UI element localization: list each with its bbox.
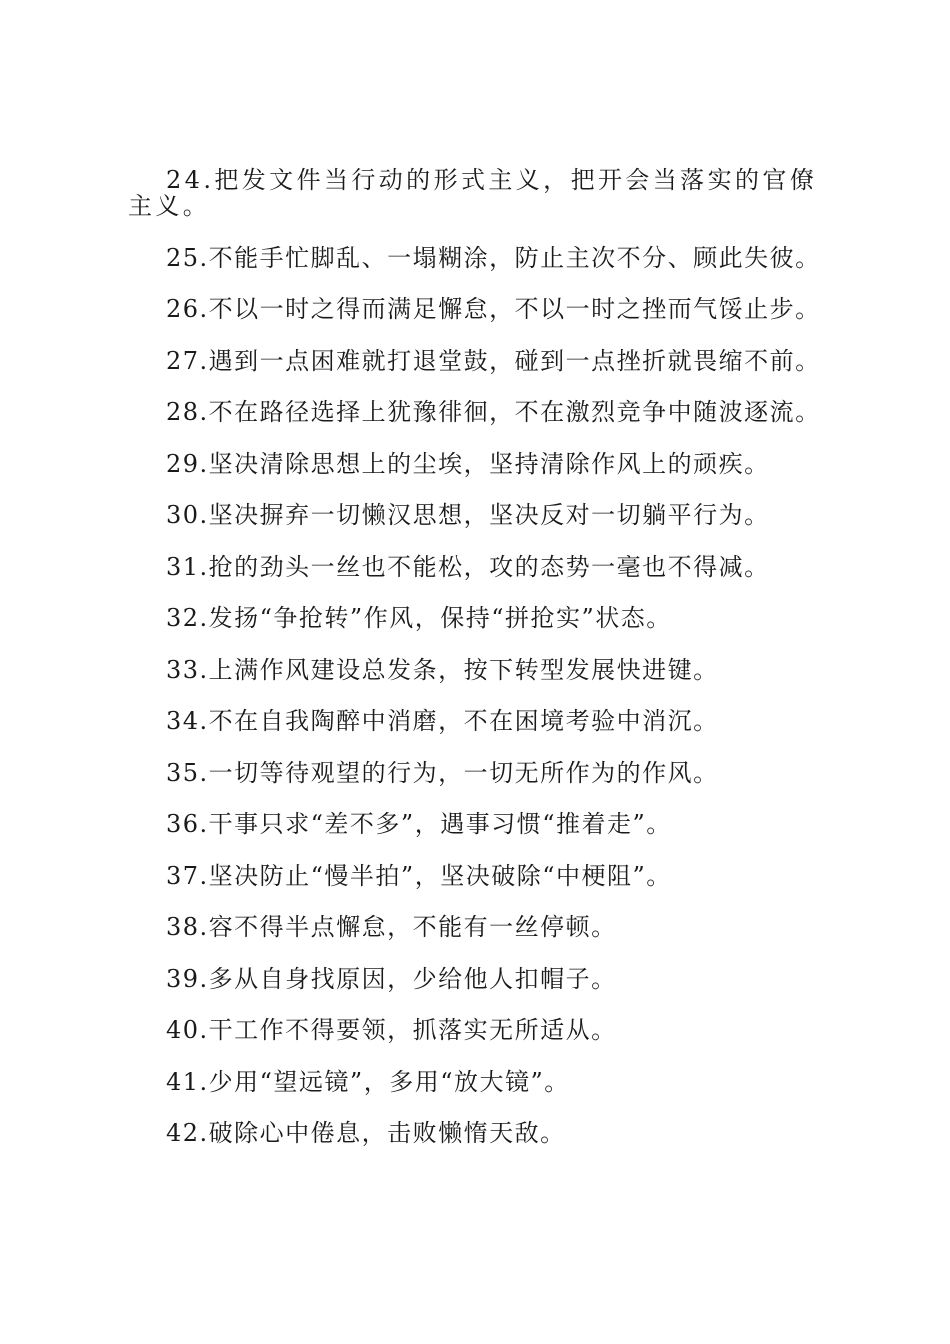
document-body	[128, 167, 832, 1172]
list-item: 35.一切等待观望的行为，一切无所作为的作风。	[166, 758, 719, 787]
list-item: 32.发扬“争抢转”作风，保持“拼抢实”状态。	[166, 604, 672, 632]
list-item: 42.破除心中倦息，击败懒惰天敌。	[166, 1119, 566, 1147]
list-item: 37.坚决防止“慢半拍”，坚决破除“中梗阻”。	[166, 861, 672, 890]
list-item: 27.遇到一点困难就打退堂鼓，碰到一点挫折就畏缩不前。	[166, 346, 821, 375]
list-item: 28.不在路径选择上犹豫徘徊，不在激烈竞争中随波逐流。	[166, 398, 821, 426]
list-item: 33.上满作风建设总发条，按下转型发展快进键。	[166, 655, 719, 684]
list-item: 30.坚决摒弃一切懒汉思想，坚决反对一切躺平行为。	[166, 501, 770, 529]
list-item: 25.不能手忙脚乱、一塌糊涂，防止主次不分、顾此失彼。	[166, 243, 821, 272]
list-item: 41.少用“望远镜”，多用“放大镜”。	[166, 1067, 570, 1096]
list-item: 38.容不得半点懈怠，不能有一丝停顿。	[166, 913, 617, 941]
list-item: 26.不以一时之得而满足懈怠，不以一时之挫而气馁止步。	[166, 295, 821, 323]
list-item: 36.干事只求“差不多”，遇事习惯“推着走”。	[166, 810, 672, 838]
list-item: 24.把发文件当行动的形式主义，把开会当落实的官僚主义。	[128, 166, 818, 220]
list-item: 29.坚决清除思想上的尘埃，坚持清除作风上的顽疾。	[166, 449, 770, 478]
list-item: 40.干工作不得要领，抓落实无所适从。	[166, 1016, 617, 1044]
list-item: 31.抢的劲头一丝也不能松，攻的态势一毫也不得减。	[166, 552, 770, 581]
list-item: 34.不在自我陶醉中消磨，不在困境考验中消沉。	[166, 707, 719, 735]
list-item: 39.多从自身找原因，少给他人扣帽子。	[166, 964, 617, 993]
